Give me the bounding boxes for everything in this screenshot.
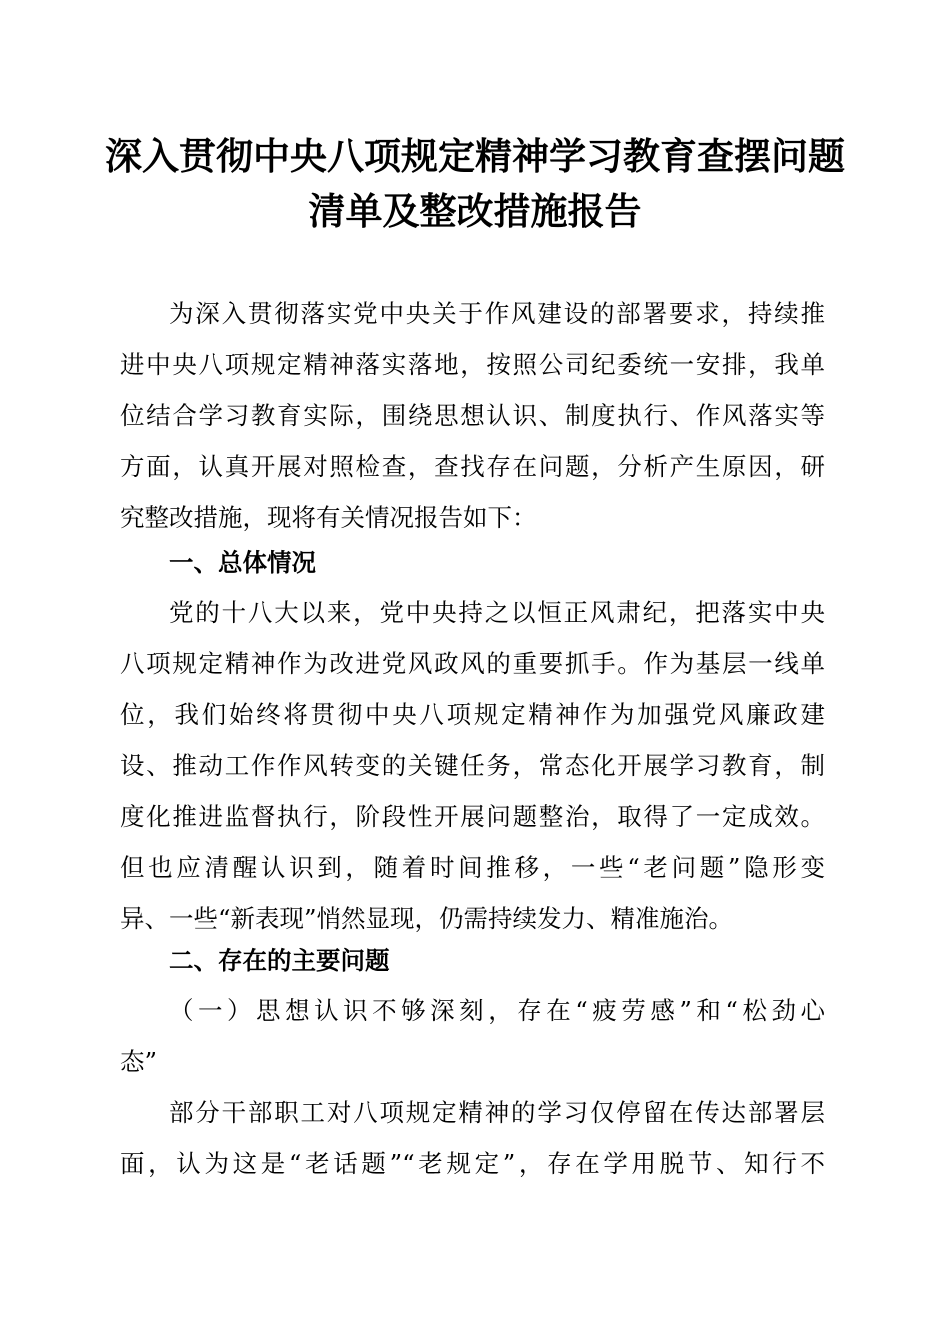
text-line: （一）思想认识不够深刻，存在“疲劳感”和“松劲心 bbox=[169, 996, 825, 1025]
text-line: 八项规定精神作为改进党风政风的重要抓手。作为基层一线单 bbox=[120, 649, 825, 678]
text-line: 方面，认真开展对照检查，查找存在问题，分析产生原因，研 bbox=[120, 452, 825, 481]
text-line: 面，认为这是“老话题”“老规定”，存在学用脱节、知行不 bbox=[120, 1149, 825, 1178]
text-line: 态” bbox=[120, 1047, 158, 1076]
text-line: 度化推进监督执行，阶段性开展问题整治，取得了一定成效。 bbox=[120, 802, 825, 831]
subsection-heading-1 bbox=[120, 985, 825, 1087]
document-title-line-2: 清单及整改措施报告 bbox=[308, 189, 642, 233]
text-line: 异、一些“新表现”悄然显现，仍需持续发力、精准施治。 bbox=[120, 904, 734, 933]
subsection-1-paragraph bbox=[120, 1087, 825, 1189]
text-line: 位结合学习教育实际，围绕思想认识、制度执行、作风落实等 bbox=[120, 401, 825, 430]
text-line: 位，我们始终将贯彻中央八项规定精神作为加强党风廉政建 bbox=[120, 700, 825, 729]
intro-paragraph bbox=[120, 288, 825, 543]
overview-paragraph bbox=[120, 587, 825, 944]
document-title-line-1: 深入贯彻中央八项规定精神学习教育查摆问题 bbox=[105, 134, 845, 178]
text-line: 但也应清醒认识到，随着时间推移，一些“老问题”隐形变 bbox=[120, 853, 825, 882]
text-line: 究整改措施，现将有关情况报告如下： bbox=[120, 503, 537, 532]
text-line: 设、推动工作作风转变的关键任务，常态化开展学习教育，制 bbox=[120, 751, 825, 780]
section-heading-main-problems: 二、存在的主要问题 bbox=[169, 946, 390, 975]
text-line: 为深入贯彻落实党中央关于作风建设的部署要求，持续推 bbox=[169, 299, 825, 328]
text-line: 部分干部职工对八项规定精神的学习仅停留在传达部署层 bbox=[169, 1098, 825, 1127]
text-line: 进中央八项规定精神落实落地，按照公司纪委统一安排，我单 bbox=[120, 350, 825, 379]
section-heading-overview: 一、总体情况 bbox=[169, 548, 316, 577]
text-line: 党的十八大以来，党中央持之以恒正风肃纪，把落实中央 bbox=[169, 598, 825, 627]
